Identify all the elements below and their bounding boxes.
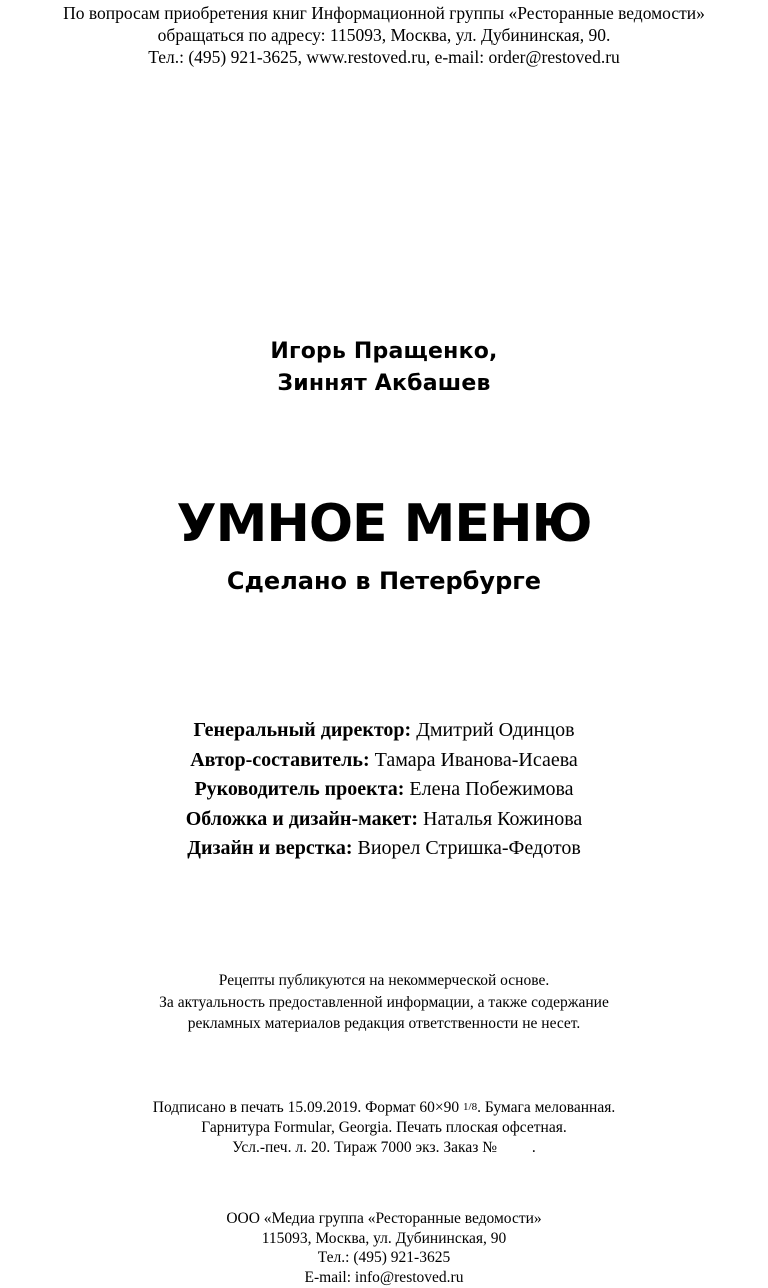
format-fraction: 1/8 <box>463 1101 478 1113</box>
credit-person: Наталья Кожинова <box>423 807 583 830</box>
purchase-contact-info <box>0 2 768 68</box>
credit-role: Руководитель проекта: <box>194 778 405 800</box>
disclaimer-line: За актуальность предоставленной информации, а также содержание <box>159 993 609 1011</box>
author-name: Игорь Пращенко, <box>270 339 498 364</box>
contacts-line: Тел.: (495) 921-3625, www.restoved.ru, e-mail: order@restoved.ru <box>148 47 620 67</box>
credit-row <box>0 746 768 776</box>
imprint-typeface-line: Гарнитура Formular, Georgia. Печать плоская офсетная. <box>201 1119 567 1136</box>
credit-role: Автор-составитель: <box>190 748 370 771</box>
imprint-format-line <box>0 1097 768 1118</box>
disclaimer-line: Рецепты публикуются на некоммерческой основе. <box>218 972 550 989</box>
credit-row <box>0 716 768 746</box>
disclaimer <box>0 970 768 1035</box>
imprint-run-line: Усл.-печ. л. 20. Тираж 7000 экз. Заказ № . <box>232 1139 536 1156</box>
address-line: обращаться по адресу: 115093, Москва, ул. Дубининская, 90. <box>157 25 611 45</box>
credit-person: Тамара Иванова-Исаева <box>374 748 578 771</box>
publisher-address: 115093, Москва, ул. Дубининская, 90 <box>261 1229 507 1247</box>
publisher-info <box>0 1209 768 1287</box>
publisher-email: E-mail: info@restoved.ru <box>304 1268 464 1286</box>
credit-role: Дизайн и верстка: <box>187 837 353 859</box>
credit-role: Обложка и дизайн-макет: <box>185 807 418 830</box>
credit-role: Генеральный директор: <box>193 719 412 741</box>
authors <box>0 336 768 400</box>
credit-row <box>0 834 768 864</box>
purchase-info-line: По вопросам приобретения книг Информационной группы «Ресторанные ведомости» <box>63 3 705 23</box>
disclaimer-line: рекламных материалов редакция ответственности не несет. <box>187 1015 581 1032</box>
credit-person: Дмитрий Одинцов <box>416 719 575 741</box>
imprint-format-text: Подписано в печать 15.09.2019. Формат 60×90 <box>152 1099 460 1116</box>
credit-row <box>0 805 768 835</box>
book-title: УМНОЕ МЕНЮ <box>176 494 592 554</box>
credits-list <box>0 716 768 864</box>
print-imprint <box>0 1097 768 1158</box>
publisher-name: ООО «Медиа группа «Ресторанные ведомости» <box>226 1210 542 1227</box>
imprint-paper-text: . Бумага мелованная. <box>477 1099 616 1116</box>
book-subtitle: Сделано в Петербурге <box>226 567 542 595</box>
credit-person: Елена Побежимова <box>409 778 574 800</box>
publisher-phone: Тел.: (495) 921-3625 <box>317 1249 451 1266</box>
credit-row <box>0 775 768 805</box>
author-name: Зиннят Акбашев <box>277 371 491 396</box>
credit-person: Виорел Стришка-Федотов <box>357 837 581 859</box>
